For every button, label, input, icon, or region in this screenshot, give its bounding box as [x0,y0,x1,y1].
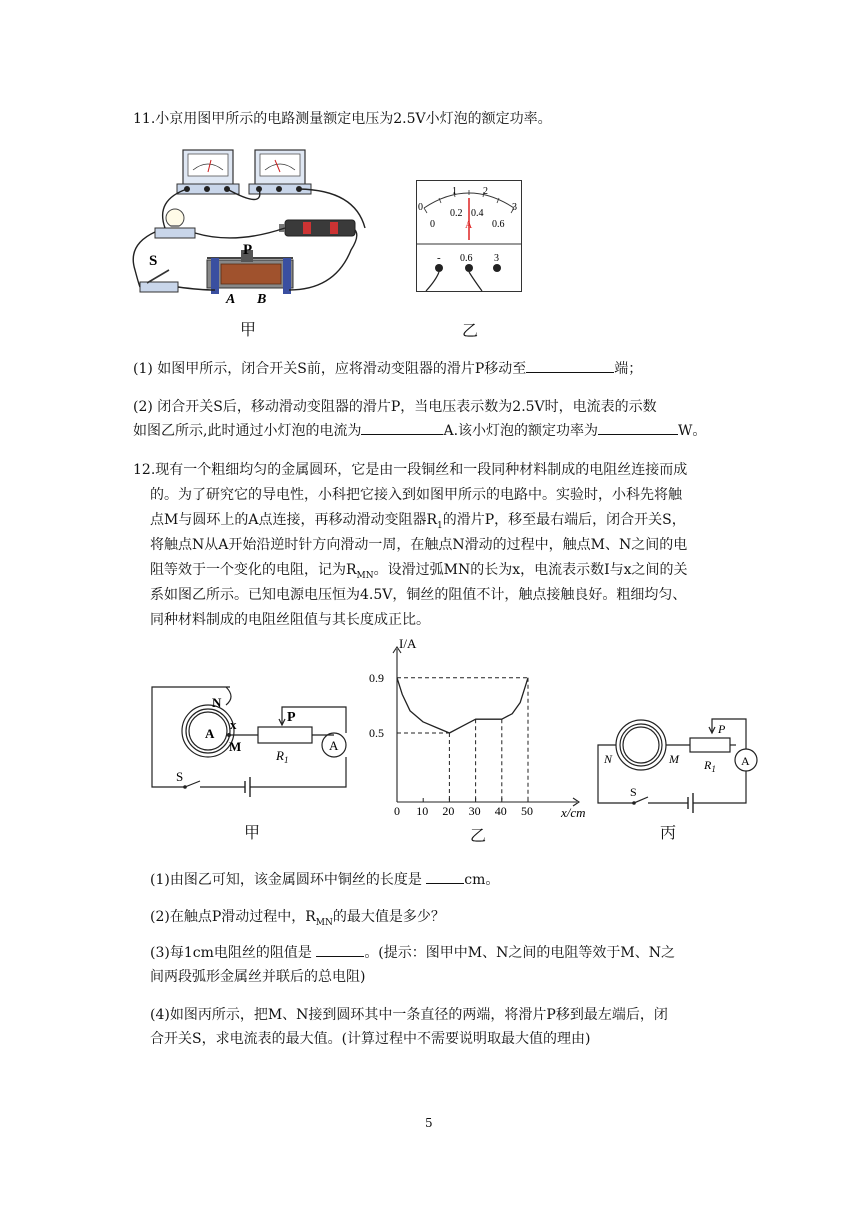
q11-sub2-text-a: 如图乙所示,此时通过小灯泡的电流为 [133,423,362,439]
q12-circuit-bing [596,717,766,807]
q12-sub1-blank[interactable] [426,869,464,884]
q11-stem: 11.小京用图甲所示的电路测量额定电压为2.5V小灯泡的额定功率。 [133,111,552,127]
q12-sub3-text-a: (3)每1cm电阻丝的阻值是 [150,945,312,961]
q12-stem-l5-sub: MN [356,570,374,581]
lamp-device [155,209,195,238]
scale-top-0: 0 [418,202,423,213]
page-number: 5 [425,1116,433,1130]
q12-stem-line7: 同种材料制成的电阻丝阻值与其长度成正比。 [150,612,430,628]
q12-sub4-line1: (4)如图丙所示，把M、N接到圆环其中一条直径的两端，将滑片P移到最左端后，闭 [150,1007,668,1023]
q12-stem-line2: 的。为了研究它的导电性，小科把它接入到如图甲所示的电路中。实验时，小科先将触 [150,487,682,503]
rheostat-r-label: $R_1$ [704,758,716,774]
switch-s-label: S [176,769,184,784]
x-tick-label: 10 [416,804,429,818]
q11-sub2-text-c: W。 [678,423,707,439]
q12-circuit-jia [150,685,355,800]
ring-a-label: A [205,726,215,741]
q12-stem-l3-sub: 1 [437,520,443,531]
q12-stem-l3b: 的滑片P，移至最右端后，闭合开关S， [442,512,686,528]
y-tick-label: 0.5 [369,726,384,740]
q11-sub2-text-b: A.该小灯泡的额定功率为 [443,423,599,439]
scale-top-3: 3 [512,202,517,213]
ammeter-a-label: A [329,738,339,753]
q12-stem-line6: 系如图乙所示。已知电源电压恒为4.5V，铜丝的阻值不计，触点接触良好。粗细均匀、 [150,587,687,603]
switch-s-label: S [630,785,637,799]
terminal-a-label: A [226,292,236,307]
current-curve [397,678,528,733]
dial-unit: A [465,220,473,231]
q11-sub2-blank-power[interactable] [598,420,678,435]
q12-stem-l5b: 。设滑过弧MN的长为x，电流表示数I与x之间的关 [373,562,688,578]
q12-stem-line1: 12.现有一个粗细均匀的金属圆环，它是由一段铜丝和一段同种材料制成的电阻丝连接而成 [133,462,688,478]
terminal-06: 0.6 [460,253,473,264]
ring-n-label: N [212,695,222,710]
terminal-b-label: B [257,292,267,307]
switch-s-label: S [149,253,158,269]
q11-sub1-text-a: (1) 如图甲所示，闭合开关S前，应将滑动变阻器的滑片P移动至 [133,361,527,377]
q11-sub1-text-b: 端； [614,361,643,377]
q12-sub3-line2: 间两段弧形金属丝并联后的总电阻) [150,969,366,985]
q12-stem-line4: 将触点N从A开始沿逆时针方向滑动一周，在触点N滑动的过程中，触点M、N之间的电 [150,537,688,553]
x-tick-label: 50 [521,804,533,818]
q11-ammeter-dial [416,180,522,292]
q12-sub3-line1 [150,942,675,964]
ring-n-label: N [604,752,613,766]
scale-bottom-0: 0 [430,219,435,230]
y-tick-label: 0.9 [369,670,384,685]
terminal-minus: - [437,252,441,264]
q12-current-graph [365,635,595,820]
q12-sub1 [150,869,499,891]
x-tick-label: 40 [494,804,507,818]
terminal-3: 3 [494,253,499,264]
q11-fig-yi-caption: 乙 [462,321,479,340]
scale-top-1: 1 [452,186,457,197]
contact-m-label: M [669,752,679,766]
x-tick-label: 20 [442,804,455,818]
q12-sub3-blank[interactable] [316,942,364,957]
q12-fig-yi-caption: 乙 [470,826,487,845]
contact-m-label: M [229,739,242,754]
q12-stem-l3a: 点M与圆环上的A点连接，再移动滑动变阻器R [150,512,437,528]
q12-sub2-sub: MN [315,917,333,928]
q12-sub1-text-a: (1)由图乙可知，该金属圆环中铜丝的长度是 [150,872,422,888]
rheostat-r-label: $R_1$ [276,748,289,765]
scale-bottom-02: 0.2 [450,208,463,219]
voltmeter-device [177,150,239,194]
switch-device [140,270,178,292]
scale-bottom-06: 0.6 [492,219,505,230]
scale-bottom-04: 0.4 [471,208,484,219]
battery-device [279,220,355,236]
q12-sub2-text-a: (2)在触点P滑动过程中，R [150,909,316,925]
q12-stem-line5 [150,559,688,587]
q12-stem-l5a: 阻等效于一个变化的电阻，记为R [150,562,357,578]
q11-sub2-blank-current[interactable] [361,420,443,435]
q11-fig-jia-caption: 甲 [240,320,257,339]
ammeter-a-label: A [741,754,750,768]
arc-x-label: x [230,717,237,732]
scale-top-2: 2 [483,186,488,197]
q12-stem-line3 [150,509,686,537]
q12-sub2 [150,906,445,934]
q12-fig-jia-caption: 甲 [244,823,261,842]
slider-p-label: P [243,242,253,258]
q11-sub1-blank[interactable] [526,358,614,373]
q11-sub2-line1: (2) 闭合开关S后，移动滑动变阻器的滑片P，当电压表示数为2.5V时，电流表的示数 [133,399,657,415]
q12-sub2-text-b: 的最大值是多少？ [332,909,445,925]
q12-sub4-line2: 合开关S，求电流表的最大值。(计算过程中不需要说明取最大值的理由) [150,1031,591,1047]
x-tick-label: 0 [394,804,400,818]
slider-p-label: P [718,722,726,736]
ammeter-device [249,150,311,194]
q11-sub1 [133,358,642,380]
q11-sub2-line2 [133,420,706,442]
y-axis-label: I/A [399,636,417,651]
x-axis-label: x/cm [561,805,586,820]
q12-sub1-text-b: cm。 [464,872,500,888]
q11-apparatus-figure [125,140,375,305]
x-tick-label: 30 [468,804,481,818]
slider-p-label: P [287,710,296,725]
q12-sub3-text-b: 。(提示：图甲中M、N之间的电阻等效于M、N之 [364,945,675,961]
q12-fig-bing-caption: 丙 [660,823,677,842]
